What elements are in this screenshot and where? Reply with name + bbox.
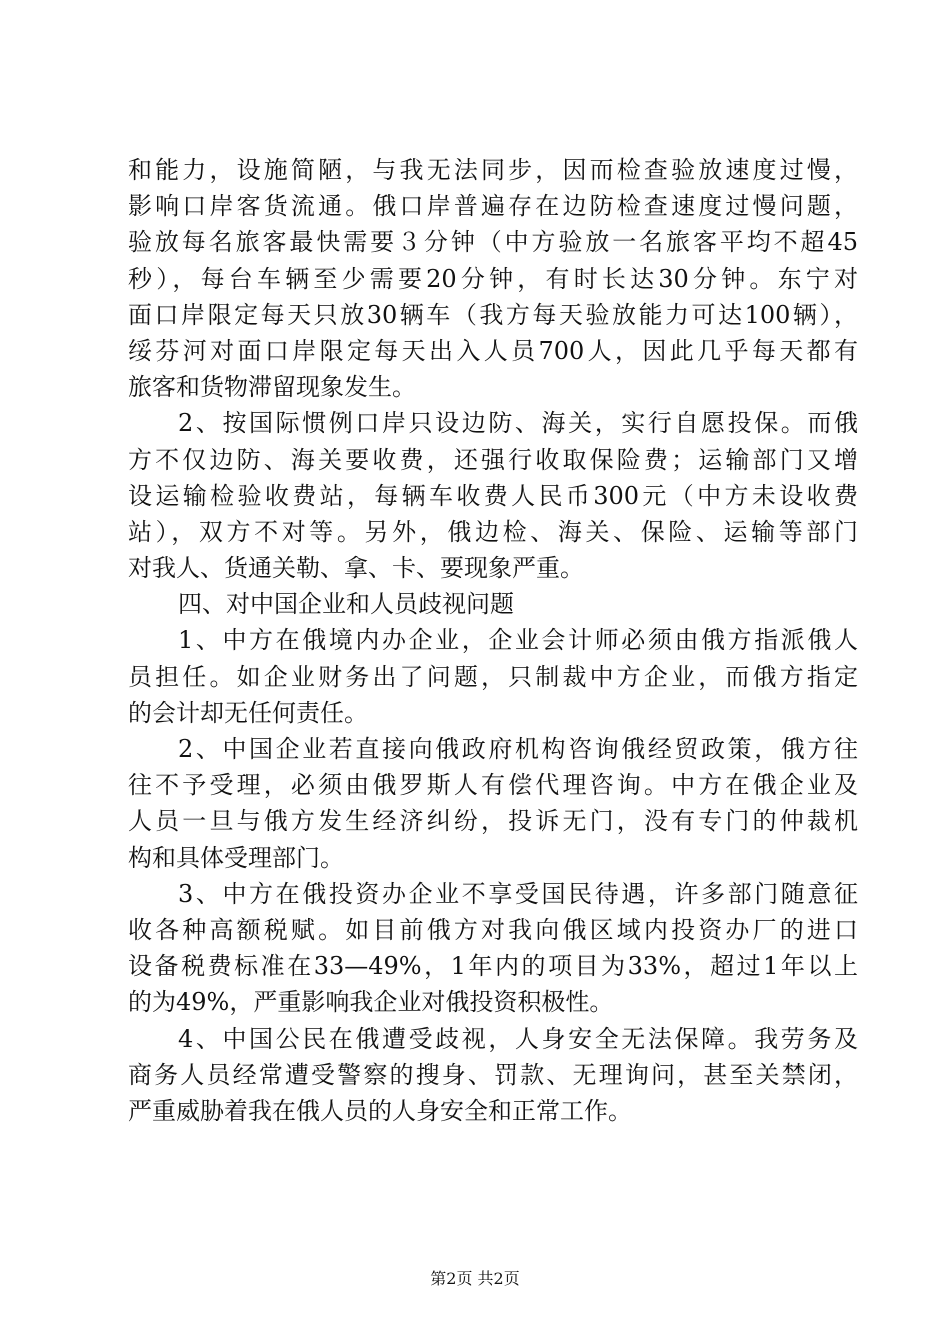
text-line: 四、对中国企业和人员歧视问题 (178, 590, 514, 619)
text-line: 验放每名旅客最快需要３分钟（中方验放一名旅客平均不超45 (128, 228, 858, 257)
text-line: 绥芬河对面口岸限定每天出入人员700人，因此几乎每天都有 (128, 336, 858, 365)
text-line: 和能力，设施简陋，与我无法同步，因而检查验放速度过慢， (128, 156, 858, 184)
text-line: 方不仅边防、海关要收费，还强行收取保险费；运输部门又增 (128, 445, 858, 474)
text-line: 站），双方不对等。另外，俄边检、海关、保险、运输等部门 (128, 517, 858, 546)
text-line: 设运输检验收费站，每辆车收费人民币300元（中方未设收费 (128, 481, 858, 510)
text-line: 4、中国公民在俄遭受歧视，人身安全无法保障。我劳务及 (178, 1024, 858, 1053)
document-body (128, 152, 858, 1129)
text-line: 收各种高额税赋。如目前俄方对我向俄区域内投资办厂的进口 (128, 915, 858, 944)
text-line: 对我人、货通关勒、拿、卡、要现象严重。 (128, 554, 584, 583)
text-line: 3、中方在俄投资办企业不享受国民待遇，许多部门随意征 (178, 879, 858, 908)
text-line: 面口岸限定每天只放30辆车（我方每天验放能力可达100辆）， (128, 300, 858, 329)
text-line: 往不予受理，必须由俄罗斯人有偿代理咨询。中方在俄企业及 (128, 771, 858, 800)
text-line: 2、按国际惯例口岸只设边防、海关，实行自愿投保。而俄 (178, 409, 858, 438)
text-line: 构和具体受理部门。 (128, 843, 344, 872)
text-line: 秒），每台车辆至少需要20分钟，有时长达30分钟。东宁对 (128, 264, 858, 293)
text-line: 2、中国企业若直接向俄政府机构咨询俄经贸政策，俄方往 (178, 735, 858, 763)
text-line: 人员一旦与俄方发生经济纠纷，投诉无门，没有专门的仲裁机 (128, 807, 858, 836)
text-line: 员担任。如企业财务出了问题，只制裁中方企业，而俄方指定 (128, 662, 858, 691)
text-line: 的会计却无任何责任。 (128, 698, 368, 727)
text-line: 旅客和货物滞留现象发生。 (128, 373, 416, 402)
text-line: 影响口岸客货流通。俄口岸普遍存在边防检查速度过慢问题， (128, 192, 858, 221)
text-line: 设备税费标准在33—49%，1年内的项目为33%，超过1年以上 (128, 952, 858, 981)
text-line: 严重威胁着我在俄人员的人身安全和正常工作。 (128, 1096, 632, 1125)
text-line: 1、中方在俄境内办企业，企业会计师必须由俄方指派俄人 (178, 626, 858, 655)
text-line: 商务人员经常遭受警察的搜身、罚款、无理询问，甚至关禁闭， (128, 1060, 858, 1089)
text-line: 的为49%，严重影响我企业对俄投资积极性。 (128, 988, 614, 1017)
page-footer: 第2页 共2页 (430, 1269, 520, 1288)
